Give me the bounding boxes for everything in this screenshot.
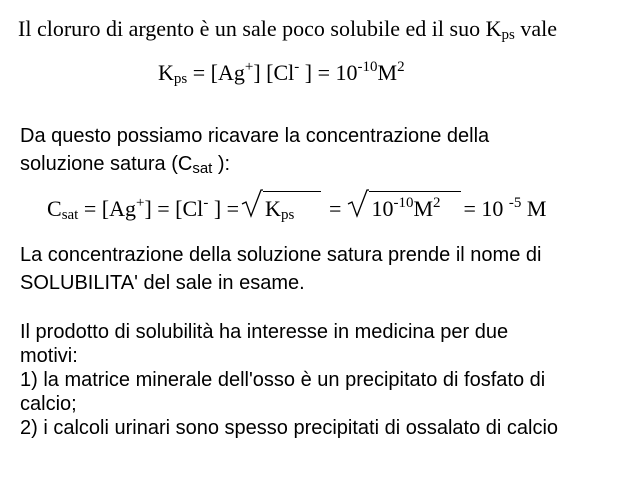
csat-eq2: = <box>329 196 342 221</box>
root2-exp: -10 <box>393 195 414 211</box>
para1-line2-text: soluzione satura (C <box>20 153 193 175</box>
csat-part3: ] = <box>208 196 240 221</box>
para1-line2-after: ): <box>212 153 231 175</box>
kps-eq-text: = [Ag <box>187 60 245 85</box>
csat-c-sub: sat <box>61 207 79 223</box>
kps-lhs: K <box>158 60 174 85</box>
intro-kps-sub: ps <box>501 27 515 43</box>
sqrt-kps-content <box>263 191 321 222</box>
csat-cl-sup: - <box>203 195 209 211</box>
result-exp: -5 <box>508 195 522 211</box>
kps-lhs-sub: ps <box>173 71 188 87</box>
root2-unit-exp: 2 <box>433 195 441 211</box>
para3-line2: motivi: <box>20 345 78 367</box>
para3-line4: calcio; <box>20 393 77 415</box>
para2-line2: SOLUBILITA' del sale in esame. <box>20 272 305 294</box>
csat-ag-sup: + <box>135 195 145 211</box>
kps-unit-exp: 2 <box>397 59 405 75</box>
radical-sign-icon-2 <box>347 185 369 219</box>
intro-text: Il cloruro di argento è un sale poco solubile ed il suo K <box>18 16 502 41</box>
intro-line <box>18 16 557 42</box>
paragraph-derivation <box>20 122 489 178</box>
csat-equation <box>47 191 546 225</box>
para2-line1: La concentrazione della soluzione satura prende il nome di <box>20 244 542 266</box>
sqrt-kps <box>241 191 321 222</box>
root1-sub: ps <box>280 207 295 223</box>
csat-c: C <box>47 196 62 221</box>
para3-line5: 2) i calcoli urinari sono spesso precipitati di ossalato di calcio <box>20 417 559 439</box>
sqrt-value-content <box>369 191 461 222</box>
para1-line1: Da questo possiamo ricavare la concentrazione della <box>20 125 490 147</box>
result-unit: M <box>521 196 547 221</box>
kps-cl-sup: - <box>294 59 300 75</box>
paragraph-medicine <box>20 320 558 440</box>
para3-line1: Il prodotto di solubilità ha interesse in medicina per due <box>20 321 509 343</box>
sqrt-value <box>347 191 461 222</box>
para1-line2 <box>20 150 489 178</box>
kps-ag-sup: + <box>244 59 254 75</box>
csat-eq3: = 10 <box>463 196 509 221</box>
para1-sat-sub: sat <box>192 160 213 177</box>
intro-text-after: vale <box>514 16 557 41</box>
kps-mid-text: ] [Cl <box>253 60 295 85</box>
root2-unit: M <box>413 196 434 221</box>
kps-rhs-text: ] = 10 <box>299 60 358 85</box>
kps-unit: M <box>377 60 398 85</box>
paragraph-solubility <box>20 241 541 297</box>
root1-k: K <box>265 196 281 221</box>
kps-equation <box>158 60 405 86</box>
kps-exp: -10 <box>357 59 378 75</box>
csat-part1: = [Ag <box>78 196 136 221</box>
radical-sign-icon <box>241 185 263 219</box>
root2-base: 10 <box>371 196 394 221</box>
para3-line3: 1) la matrice minerale dell'osso è un precipitato di fosfato di <box>20 369 546 391</box>
csat-part2: ] = [Cl <box>144 196 204 221</box>
